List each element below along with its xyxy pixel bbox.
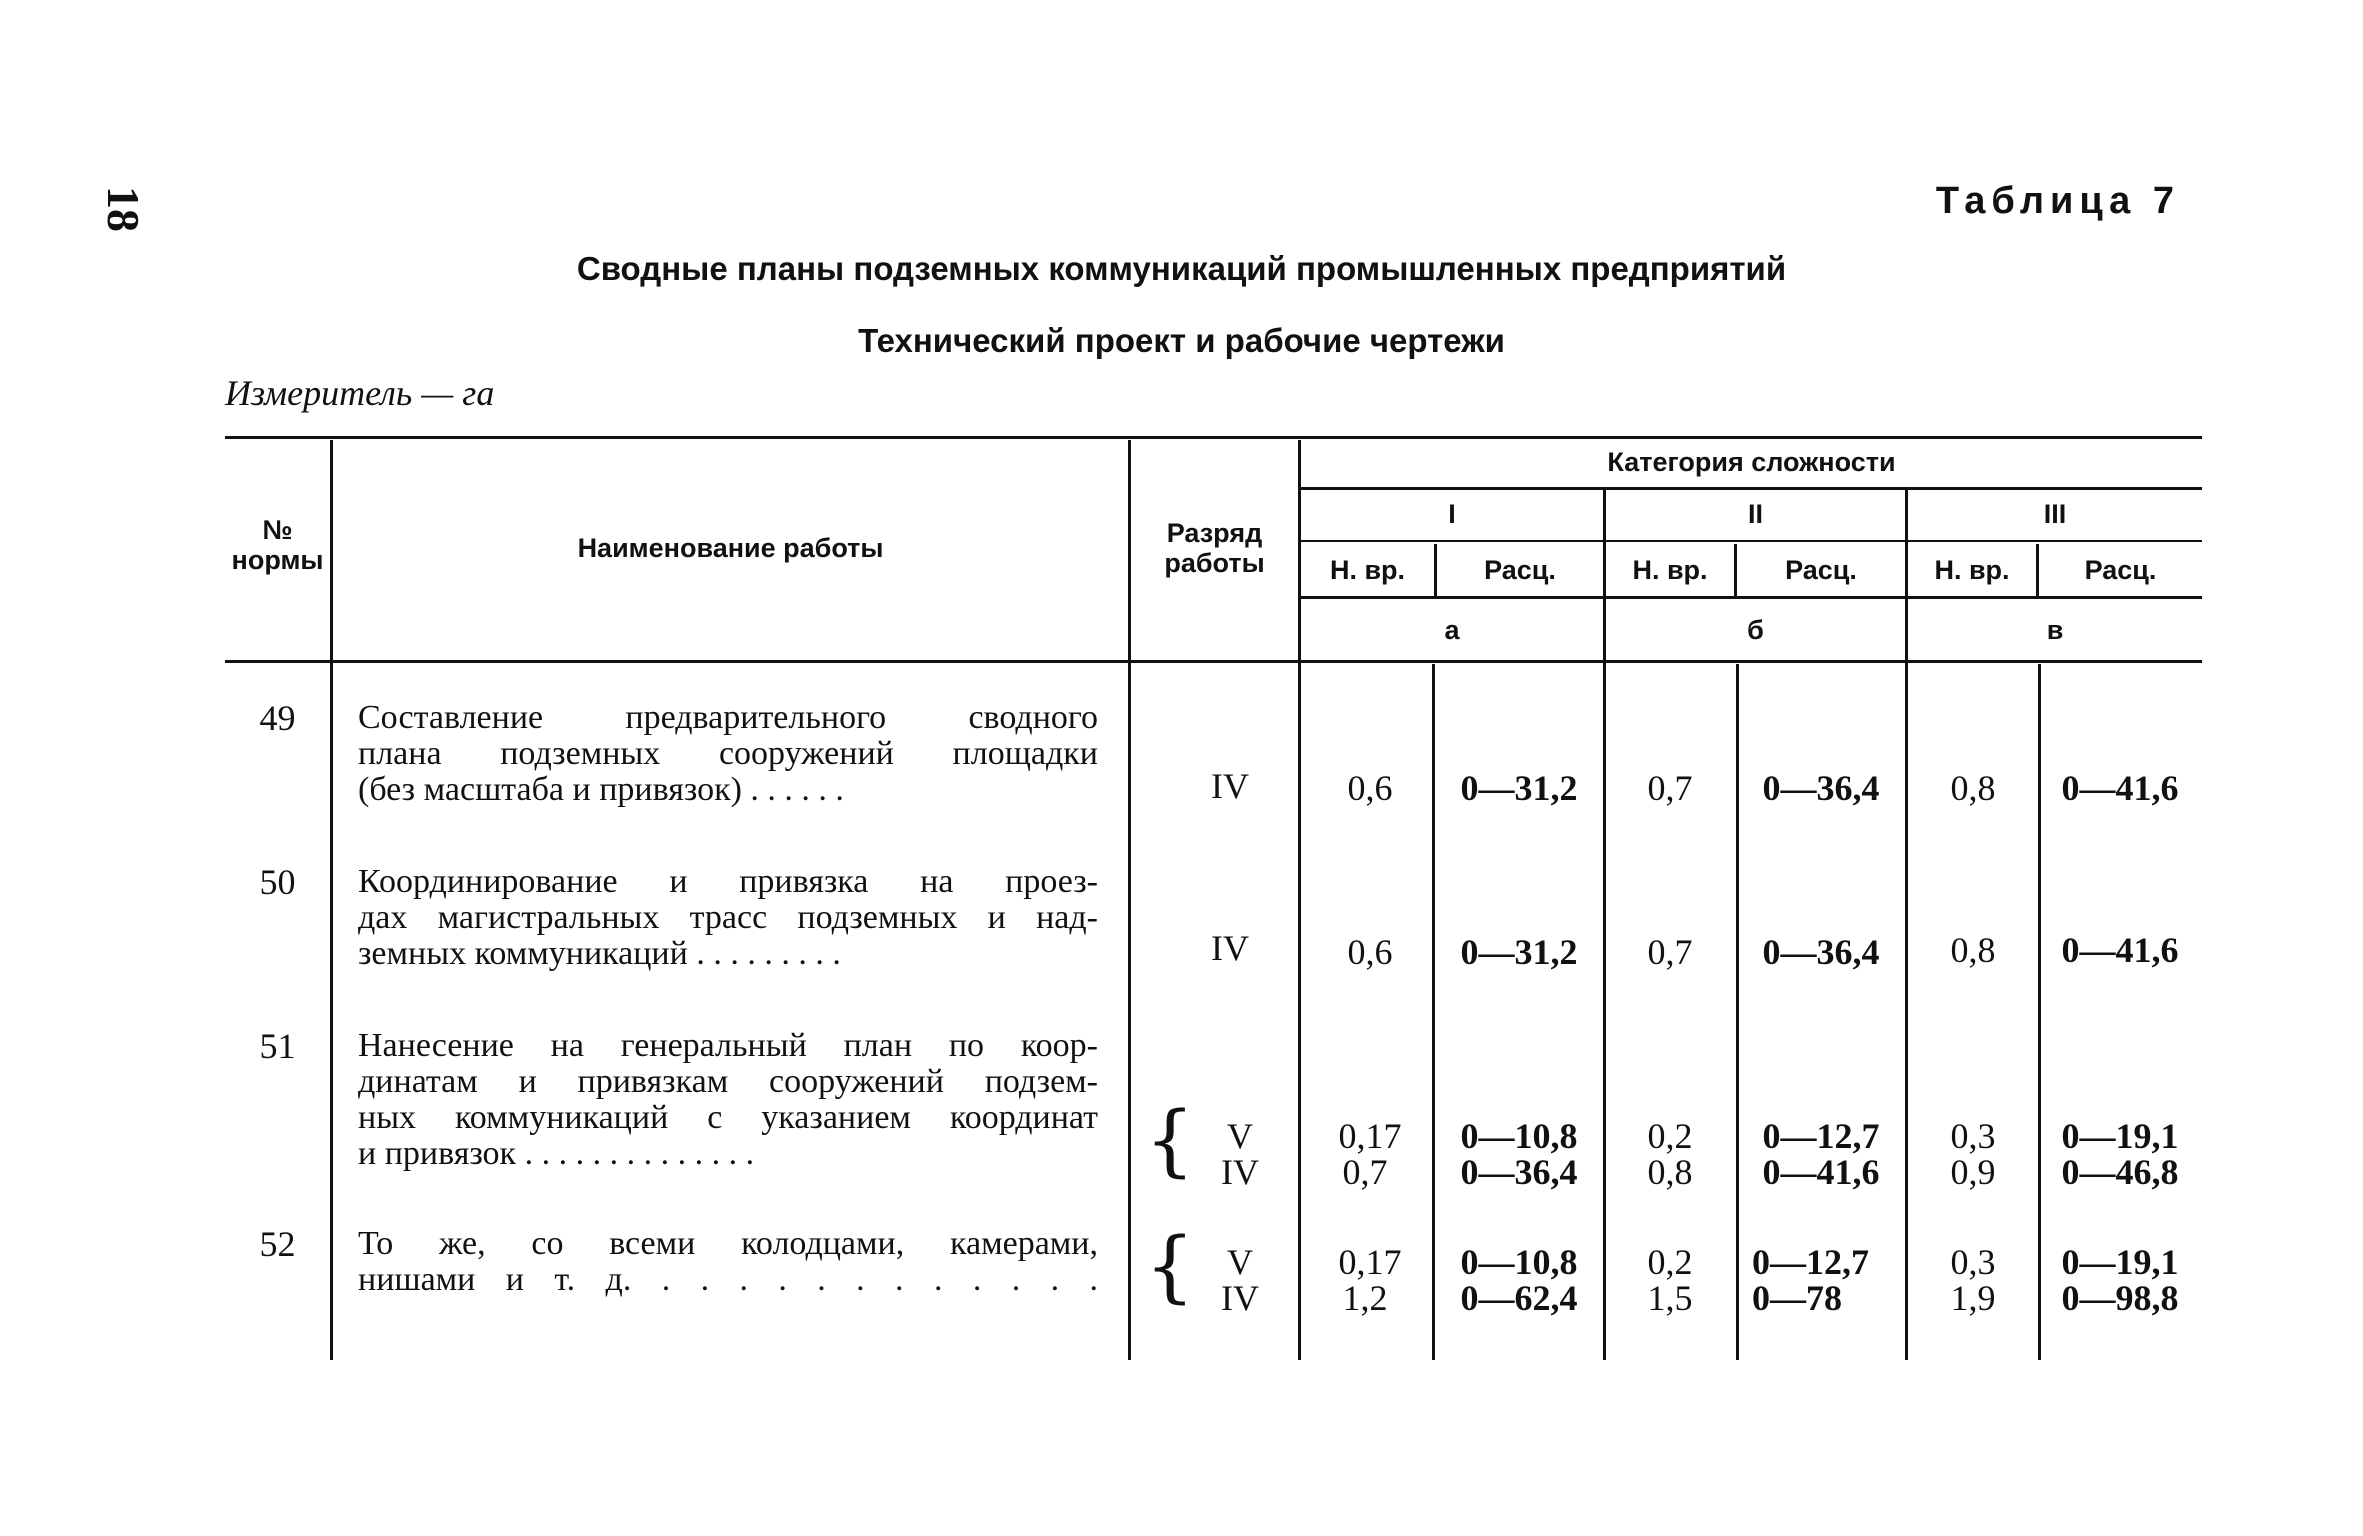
header-col-a: а [1444, 615, 1460, 645]
header-rasc-3: Расц. [2084, 555, 2157, 585]
rasc-cat1: 0—10,8 [1460, 1242, 1578, 1282]
header-work-name: Наименование работы [577, 533, 884, 563]
col-divider-desc [1128, 440, 1131, 1360]
body-divider-1 [1432, 664, 1435, 1360]
page-number: 18 [98, 186, 149, 232]
grade-brace: { [1145, 1096, 1195, 1186]
nvr-cat1: 0,6 [1347, 768, 1393, 808]
measure-unit: Измеритель — га [225, 373, 495, 413]
header-rasc-1: Расц. [1484, 555, 1556, 585]
col-divider-no [330, 440, 333, 1360]
header-grade: Разряд работы [1164, 518, 1265, 578]
nvr-cat3: 0,3 [1950, 1242, 1996, 1282]
desc-line: (без масштаба и привязок) . . . . . . [358, 771, 844, 808]
nvr-cat2: 1,5 [1647, 1278, 1693, 1318]
grade-brace: { [1145, 1222, 1195, 1312]
work-description [358, 1028, 1098, 1172]
desc-line: То же, со всеми колодцами, камерами, [358, 1225, 1098, 1262]
nvr-cat2: 0,7 [1647, 932, 1693, 972]
header-cat2: II [1747, 499, 1763, 529]
rasc-cat3: 0—98,8 [2061, 1278, 2179, 1318]
work-description [358, 700, 1098, 808]
table-label: Таблица 7 [1935, 180, 2180, 222]
complexity-rule [1300, 487, 2202, 490]
rasc-cat3: 0—19,1 [2061, 1242, 2179, 1282]
desc-line: Нанесение на генеральный план по коор- [358, 1027, 1098, 1064]
norm-number: 50 [259, 862, 296, 902]
rasc-cat2: 0—12,7 [1752, 1242, 1869, 1282]
grade-value: IV [1211, 928, 1249, 968]
rasc-cat1: 0—36,4 [1460, 1152, 1578, 1192]
header-norm-no: № нормы [231, 515, 324, 575]
desc-line: земных коммуникаций . . . . . . . . . [358, 935, 841, 972]
rasc-cat2: 0—36,4 [1762, 932, 1880, 972]
desc-line: дах магистральных трасс подземных и над- [358, 899, 1098, 936]
nvr-cat2: 0,7 [1647, 768, 1693, 808]
nvr-cat3: 0,3 [1950, 1116, 1996, 1156]
desc-line: Составление предварительного сводного [358, 699, 1098, 736]
nvr-cat2: 0,2 [1647, 1242, 1693, 1282]
rasc-cat3: 0—41,6 [2061, 930, 2179, 970]
grade-value: V [1227, 1242, 1253, 1282]
nvr-cat1: 0,17 [1338, 1116, 1402, 1156]
rasc-cat3: 0—19,1 [2061, 1116, 2179, 1156]
norm-number: 49 [259, 698, 296, 738]
norm-number: 51 [259, 1026, 296, 1066]
grade-value: IV [1211, 766, 1249, 806]
work-description [358, 1226, 1098, 1298]
header-nvr-3: Н. вр. [1934, 555, 2010, 585]
header-cat1: I [1448, 499, 1456, 529]
desc-line: динатам и привязкам сооружений подзем- [358, 1063, 1098, 1100]
header-col-v: в [2046, 615, 2064, 645]
header-col-b: б [1747, 615, 1764, 645]
header-nvr-1: Н. вр. [1329, 555, 1406, 585]
header-rasc-2: Расц. [1785, 555, 1857, 585]
header-complexity: Категория сложности [1607, 447, 1896, 477]
nvr-cat3: 0,8 [1950, 768, 1996, 808]
nvr-cat3: 1,9 [1950, 1278, 1996, 1318]
nvr-cat3: 0,8 [1950, 930, 1996, 970]
subheader-rule [1300, 596, 2202, 599]
norm-number: 52 [259, 1224, 296, 1264]
rasc-cat1: 0—31,2 [1460, 768, 1578, 808]
table-top-rule [225, 436, 2202, 439]
desc-line: нишами и т. д. . . . . . . . . . . . . [358, 1261, 1098, 1298]
nvr-cat3: 0,9 [1950, 1152, 1996, 1192]
rasc-cat3: 0—41,6 [2061, 768, 2179, 808]
rasc-cat1: 0—62,4 [1460, 1278, 1578, 1318]
work-description [358, 864, 1098, 972]
desc-line: плана подземных сооружений площадки [358, 735, 1098, 772]
grade-value: IV [1221, 1278, 1259, 1318]
rasc-cat1: 0—31,2 [1460, 932, 1578, 972]
rasc-cat3: 0—46,8 [2061, 1152, 2179, 1192]
rasc-cat1: 0—10,8 [1460, 1116, 1578, 1156]
nvr-cat1: 0,7 [1342, 1152, 1388, 1192]
grade-value: V [1227, 1116, 1253, 1156]
header-cat3: III [2043, 499, 2067, 529]
document-subtitle: Технический проект и рабочие чертежи [858, 322, 1505, 359]
nvr-cat2: 0,8 [1647, 1152, 1693, 1192]
nvr-cat2: 0,2 [1647, 1116, 1693, 1156]
header-nvr-2: Н. вр. [1632, 555, 1708, 585]
desc-line: Координирование и привязка на проез- [358, 863, 1098, 900]
nvr-cat1: 1,2 [1342, 1278, 1388, 1318]
rasc-cat2: 0—78 [1752, 1278, 1842, 1318]
rasc-cat2: 0—36,4 [1762, 768, 1880, 808]
desc-line: ных коммуникаций с указанием координат [358, 1099, 1098, 1136]
grade-value: IV [1221, 1152, 1259, 1192]
body-divider-2 [1736, 664, 1739, 1360]
nvr-cat1: 0,17 [1338, 1242, 1402, 1282]
rasc-cat2: 0—41,6 [1762, 1152, 1880, 1192]
nvr-cat1: 0,6 [1347, 932, 1393, 972]
category-rule [1300, 540, 2202, 542]
desc-line: и привязок . . . . . . . . . . . . . . [358, 1135, 755, 1172]
document-title: Сводные планы подземных коммуникаций промышленных предприятий [576, 250, 1787, 287]
rasc-cat2: 0—12,7 [1762, 1116, 1880, 1156]
